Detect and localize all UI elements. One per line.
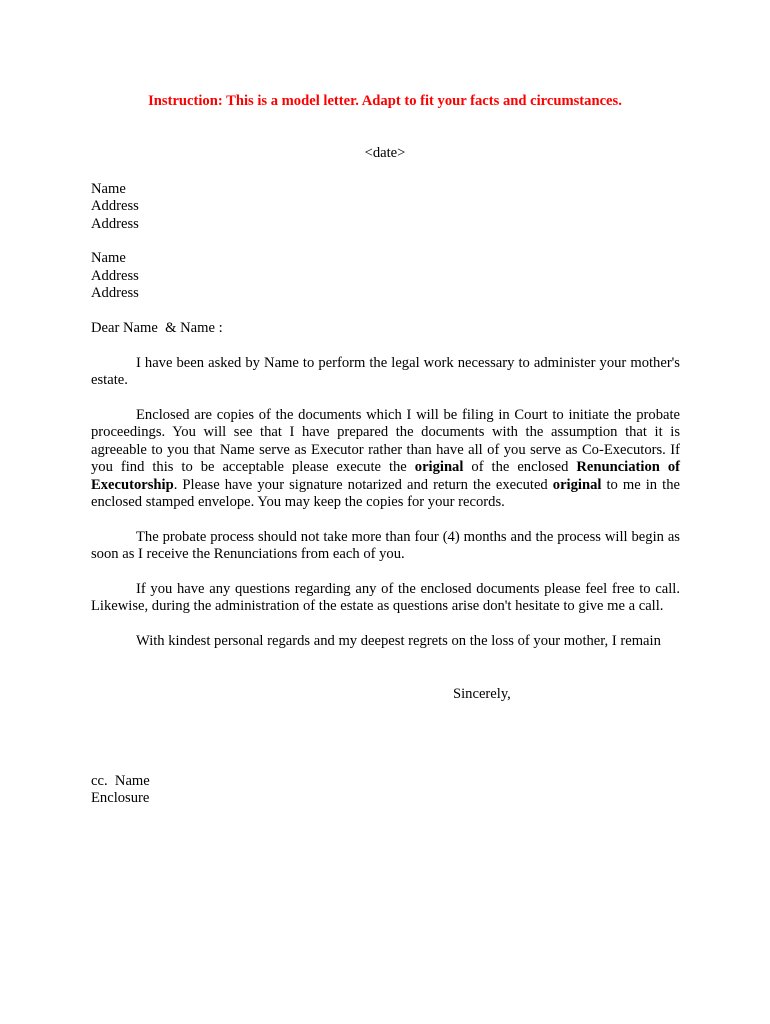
paragraph-1-text: I have been asked by Name to perform the legal work necessary to administer your mother's estate. xyxy=(91,355,680,389)
salutation: Dear Name & Name : xyxy=(91,320,223,336)
closing: Sincerely, xyxy=(453,686,511,702)
paragraph-2-bold-original-2: original xyxy=(552,476,602,493)
paragraph-5-text: With kindest personal regards and my deepest regrets on the loss of your mother, I remain xyxy=(136,633,661,649)
paragraph-2-text-1: Enclosed are copies of the documents which I will be filing in Court to initiate the probate proceedings. You will see that I have prepared the documents with the assumption that it is agreeable to you that Name serve as Executor rather than have all of you serve as Co-Executors. If you find this to be acceptable please execute the xyxy=(91,407,680,476)
paragraph-5 xyxy=(91,633,680,650)
recipient-1-address-line-1: Address xyxy=(91,198,139,214)
recipient-1-address-line-2: Address xyxy=(91,216,139,232)
recipient-1-name: Name xyxy=(91,181,126,197)
date-line: <date> xyxy=(364,145,406,161)
instruction-note: Instruction: This is a model letter. Adapt to fit your facts and circumstances. xyxy=(148,93,622,109)
paragraph-1 xyxy=(91,355,680,390)
cc-line: cc. Name xyxy=(91,773,150,789)
paragraph-2-text-4: to me in the enclosed stamped envelope. You may keep the copies for your records. xyxy=(91,476,680,511)
paragraph-4-text: If you have any questions regarding any of the enclosed documents please feel free to call. Likewise, during the administration of the estate as questions arise don't hesitate to give me a call. xyxy=(91,581,680,615)
recipient-2-address-line-1: Address xyxy=(91,268,139,284)
paragraph-2-bold-renunciation: Renunciation of Executorship xyxy=(91,459,680,493)
paragraph-2-bold-original-1: original xyxy=(414,459,464,476)
recipient-2-address-line-2: Address xyxy=(91,285,139,301)
paragraph-3-text: The probate process should not take more than four (4) months and the process will begin as soon as I receive the Renunciations from each of you. xyxy=(91,529,680,563)
paragraph-4 xyxy=(91,581,680,616)
paragraph-2 xyxy=(91,407,680,511)
paragraph-2-text-3: . Please have your signature notarized and return the executed xyxy=(173,476,553,493)
recipient-2-name: Name xyxy=(91,250,126,266)
paragraph-2-text-2: of the enclosed xyxy=(463,459,577,476)
enclosure-line: Enclosure xyxy=(91,790,150,806)
paragraph-3 xyxy=(91,529,680,564)
